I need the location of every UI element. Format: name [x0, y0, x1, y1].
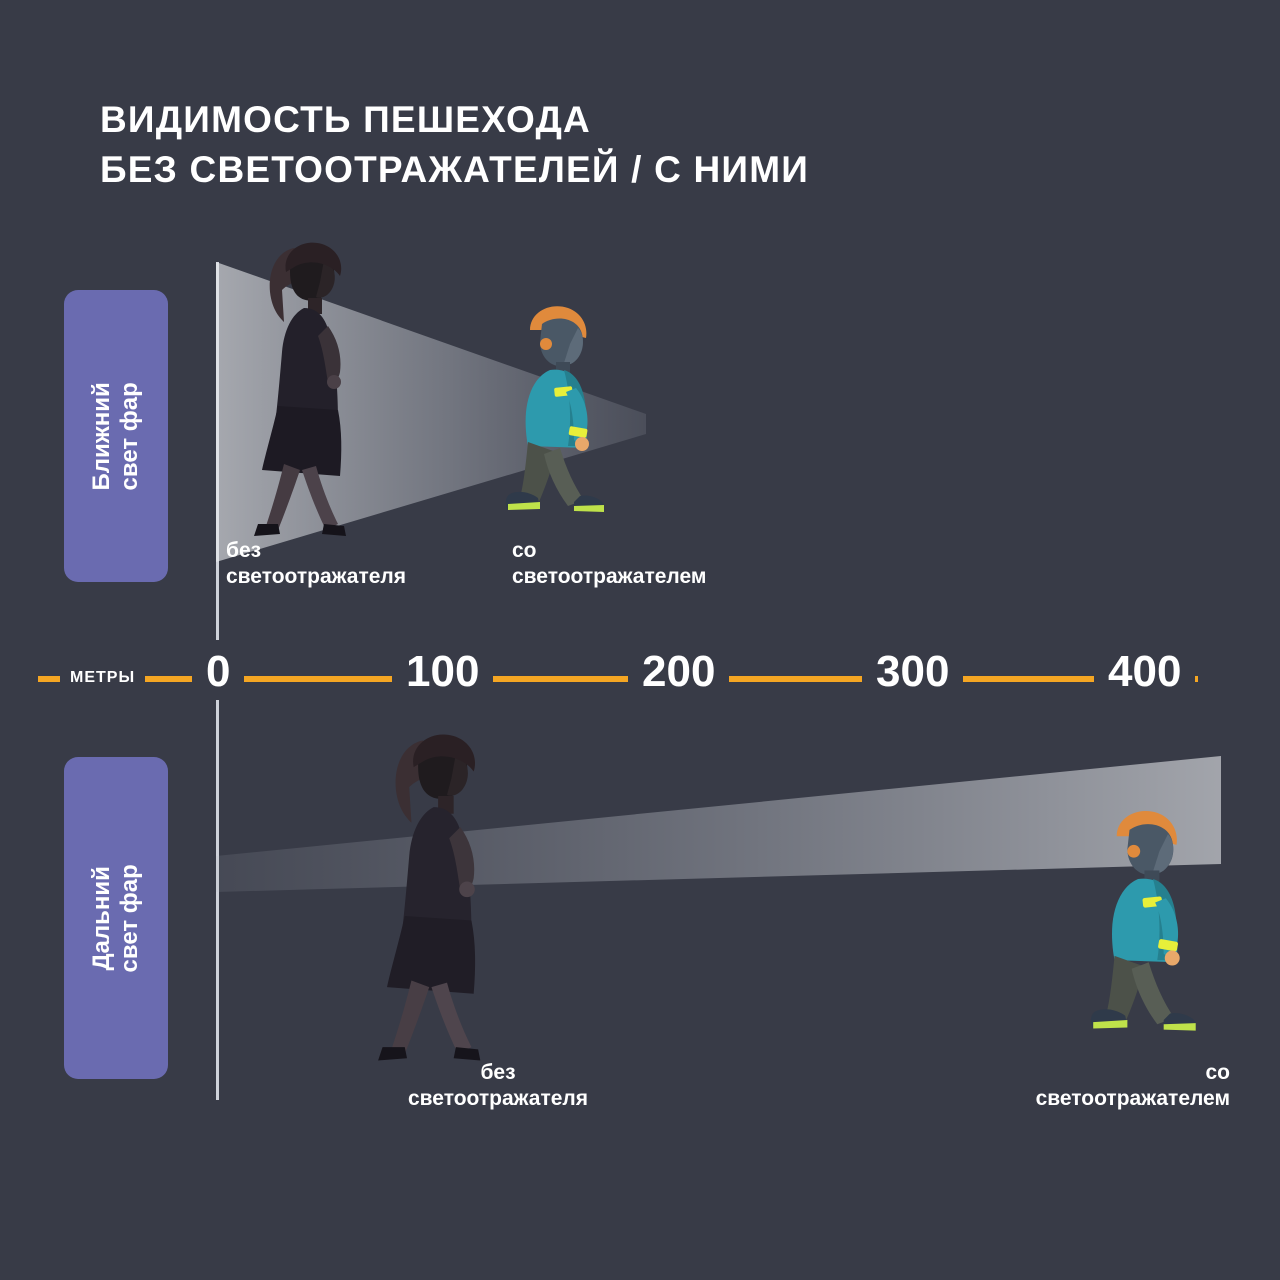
- page-title: [100, 95, 809, 195]
- scale-tick-0: 0: [192, 640, 244, 704]
- caption-high-without-reflector: [368, 1060, 628, 1113]
- meters-scale: [0, 640, 1280, 720]
- caption-low-without-line-1: без: [226, 539, 262, 562]
- pedestrian-boy-with-reflector-low: [494, 296, 634, 532]
- badge-low-beam-text: [88, 382, 145, 490]
- badge-low-beam: [64, 290, 168, 582]
- badge-high-beam-line-2: свет фар: [116, 863, 143, 973]
- caption-high-with-line-1: со: [1205, 1061, 1230, 1084]
- scale-tick-400: 400: [1094, 640, 1195, 704]
- caption-low-with-line-2: светоотражателем: [512, 565, 707, 589]
- page-title-line-2: БЕЗ СВЕТООТРАЖАТЕЛЕЙ / С НИМИ: [100, 148, 810, 190]
- caption-low-with-line-1: со: [512, 539, 537, 562]
- caption-high-with-reflector: [930, 1060, 1230, 1113]
- badge-high-beam-text: [88, 864, 145, 972]
- badge-low-beam-line-1: Ближний: [87, 381, 115, 491]
- caption-low-without-reflector: [226, 538, 476, 591]
- caption-high-without-line-2: светоотражателя: [407, 1087, 589, 1111]
- scale-tick-100: 100: [392, 640, 493, 704]
- badge-high-beam-line-1: Дальний: [87, 865, 115, 971]
- caption-low-with-reflector: [512, 538, 812, 591]
- caption-low-without-line-2: светоотражателя: [226, 565, 407, 589]
- pedestrian-boy-with-reflector-high: [1078, 800, 1228, 1052]
- page-title-line-1: ВИДИМОСТЬ ПЕШЕХОДА: [100, 99, 591, 140]
- caption-high-with-line-2: светоотражателем: [1035, 1087, 1230, 1111]
- pedestrian-woman-without-reflector-high: [352, 716, 522, 1066]
- scale-tick-200: 200: [628, 640, 729, 704]
- caption-high-without-line-1: без: [480, 1061, 516, 1084]
- scale-unit-label: МЕТРЫ: [60, 665, 145, 691]
- pedestrian-woman-without-reflector-low: [232, 226, 382, 541]
- scale-tick-300: 300: [862, 640, 963, 704]
- badge-low-beam-line-2: свет фар: [116, 381, 143, 491]
- badge-high-beam: [64, 757, 168, 1079]
